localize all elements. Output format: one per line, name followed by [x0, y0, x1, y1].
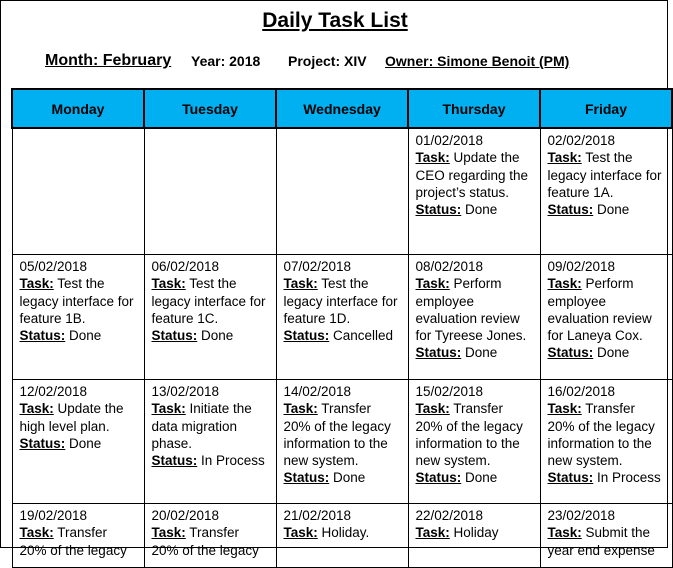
- status-label: Status:: [19, 328, 66, 344]
- day-cell: [540, 255, 672, 380]
- cell-status: [152, 452, 270, 469]
- task-text: Test the legacy interface for feature 1A.: [547, 150, 662, 200]
- owner-label: Owner: Simone Benoit (PM): [385, 53, 570, 69]
- month-label: Month: February: [45, 52, 172, 69]
- task-label: Task:: [151, 276, 186, 292]
- cell-status: [416, 344, 534, 361]
- cell-task: [152, 524, 270, 559]
- status-label: Status:: [547, 345, 594, 361]
- week-row: [12, 128, 672, 255]
- cell-task: [416, 524, 534, 541]
- status-text: In Process: [197, 453, 265, 469]
- status-label: Status:: [415, 202, 462, 218]
- day-cell: [408, 504, 540, 568]
- cell-status: [20, 327, 138, 344]
- cell-task: [416, 149, 534, 201]
- day-cell: [276, 255, 408, 380]
- day-header-monday: Monday: [12, 89, 144, 128]
- cell-date: 05/02/2018: [19, 259, 88, 274]
- cell-date: 22/02/2018: [415, 508, 484, 523]
- status-text: Done: [197, 328, 234, 344]
- week-row: [12, 380, 672, 504]
- task-label: Task:: [19, 525, 54, 541]
- status-label: Status:: [283, 470, 330, 486]
- day-header-wednesday: Wednesday: [276, 89, 408, 128]
- task-label: Task:: [547, 276, 582, 292]
- status-text: Done: [65, 328, 102, 344]
- task-text: Transfer 20% of the legacy information to the new system.: [283, 401, 391, 469]
- task-calendar-table: [11, 88, 673, 568]
- cell-date: 19/02/2018: [19, 508, 88, 523]
- day-cell: [144, 128, 276, 255]
- task-label: Task:: [547, 401, 582, 417]
- task-text: Transfer 20% of the legacy: [151, 525, 259, 558]
- status-label: Status:: [547, 470, 594, 486]
- year-label: Year: 2018: [191, 53, 261, 69]
- day-cell: [540, 504, 672, 568]
- cell-date: 13/02/2018: [151, 384, 220, 399]
- cell-date: 08/02/2018: [415, 259, 484, 274]
- day-header-tuesday: Tuesday: [144, 89, 276, 128]
- day-cell: [540, 380, 672, 504]
- status-label: Status:: [547, 202, 594, 218]
- task-label: Task:: [151, 525, 186, 541]
- task-label: Task:: [415, 401, 450, 417]
- day-cell: [540, 128, 672, 255]
- task-label: Task:: [19, 401, 54, 417]
- task-text: Transfer 20% of the legacy information to the new system.: [547, 401, 655, 469]
- cell-date: 06/02/2018: [151, 259, 220, 274]
- task-text: Perform employee evaluation review for Tyreese Jones.: [415, 276, 527, 344]
- task-text: Submit the year end expense: [547, 525, 655, 558]
- project-label: Project: XIV: [288, 53, 367, 69]
- status-label: Status:: [415, 470, 462, 486]
- cell-date: 21/02/2018: [283, 508, 352, 523]
- cell-task: [20, 400, 138, 435]
- day-cell: [408, 128, 540, 255]
- task-text: Test the legacy interface for feature 1C.: [151, 276, 266, 326]
- cell-status: [548, 344, 666, 361]
- status-text: Done: [65, 435, 102, 451]
- day-cell: [144, 504, 276, 568]
- status-text: Done: [329, 470, 366, 486]
- cell-date: 01/02/2018: [415, 133, 484, 148]
- task-text: Initiate the data migration phase.: [151, 401, 252, 451]
- status-label: Status:: [151, 328, 198, 344]
- status-text: In Process: [593, 470, 661, 486]
- cell-status: [20, 435, 138, 452]
- task-label: Task:: [547, 525, 582, 541]
- day-header-thursday: Thursday: [408, 89, 540, 128]
- task-label: Task:: [151, 401, 186, 417]
- status-text: Done: [461, 202, 498, 218]
- day-cell: [276, 504, 408, 568]
- status-text: Done: [593, 202, 630, 218]
- task-label: Task:: [283, 525, 318, 541]
- cell-task: [548, 524, 666, 559]
- status-text: Done: [593, 345, 630, 361]
- day-cell: [12, 128, 144, 255]
- task-label: Task:: [283, 276, 318, 292]
- week-row: [12, 504, 672, 568]
- task-label: Task:: [283, 401, 318, 417]
- task-text: Perform employee evaluation review for Laneya Cox.: [547, 276, 652, 344]
- day-cell: [408, 255, 540, 380]
- cell-date: 20/02/2018: [151, 508, 220, 523]
- day-cell: [408, 380, 540, 504]
- day-cell: [276, 380, 408, 504]
- cell-status: [548, 201, 666, 218]
- task-text: Update the CEO regarding the project’s status.: [415, 150, 529, 200]
- task-label: Task:: [415, 150, 450, 166]
- day-cell: [144, 255, 276, 380]
- status-text: Cancelled: [329, 328, 394, 344]
- cell-date: 09/02/2018: [547, 259, 616, 274]
- day-cell: [12, 255, 144, 380]
- task-label: Task:: [415, 525, 450, 541]
- task-text: Update the high level plan.: [19, 401, 124, 434]
- status-label: Status:: [415, 345, 462, 361]
- cell-task: [548, 149, 666, 201]
- day-cell: [144, 380, 276, 504]
- cell-task: [152, 400, 270, 452]
- cell-task: [548, 275, 666, 344]
- cell-task: [20, 275, 138, 327]
- cell-task: [284, 524, 402, 541]
- task-text: Transfer 20% of the legacy information to the new system.: [415, 401, 523, 469]
- cell-date: 12/02/2018: [19, 384, 88, 399]
- title-text: Daily Task List: [262, 9, 408, 32]
- task-label: Task:: [415, 276, 450, 292]
- task-text: Transfer 20% of the legacy: [19, 525, 127, 558]
- week-row: [12, 255, 672, 380]
- cell-task: [416, 275, 534, 344]
- cell-date: 15/02/2018: [415, 384, 484, 399]
- task-label: Task:: [19, 276, 54, 292]
- status-label: Status:: [19, 435, 66, 451]
- cell-date: 02/02/2018: [547, 133, 616, 148]
- cell-date: 23/02/2018: [547, 508, 616, 523]
- task-text: Holiday.: [317, 525, 370, 541]
- cell-task: [152, 275, 270, 327]
- cell-task: [20, 524, 138, 559]
- cell-status: [152, 327, 270, 344]
- cell-date: 07/02/2018: [283, 259, 352, 274]
- cell-status: [284, 469, 402, 486]
- cell-date: 16/02/2018: [547, 384, 616, 399]
- cell-task: [548, 400, 666, 469]
- cell-status: [284, 327, 402, 344]
- day-cell: [276, 128, 408, 255]
- day-cell: [12, 504, 144, 568]
- status-label: Status:: [283, 328, 330, 344]
- page-title: [1, 9, 669, 33]
- status-text: Done: [461, 345, 498, 361]
- cell-status: [416, 469, 534, 486]
- cell-task: [284, 400, 402, 469]
- status-label: Status:: [151, 453, 198, 469]
- cell-task: [416, 400, 534, 469]
- cell-task: [284, 275, 402, 327]
- task-text: Test the legacy interface for feature 1B.: [19, 276, 134, 326]
- task-text: Holiday: [449, 525, 499, 541]
- cell-date: 14/02/2018: [283, 384, 352, 399]
- cell-status: [416, 201, 534, 218]
- day-cell: [12, 380, 144, 504]
- cell-status: [548, 469, 666, 486]
- task-text: Test the legacy interface for feature 1D.: [283, 276, 398, 326]
- day-header-friday: Friday: [540, 89, 672, 128]
- status-text: Done: [461, 470, 498, 486]
- task-label: Task:: [547, 150, 582, 166]
